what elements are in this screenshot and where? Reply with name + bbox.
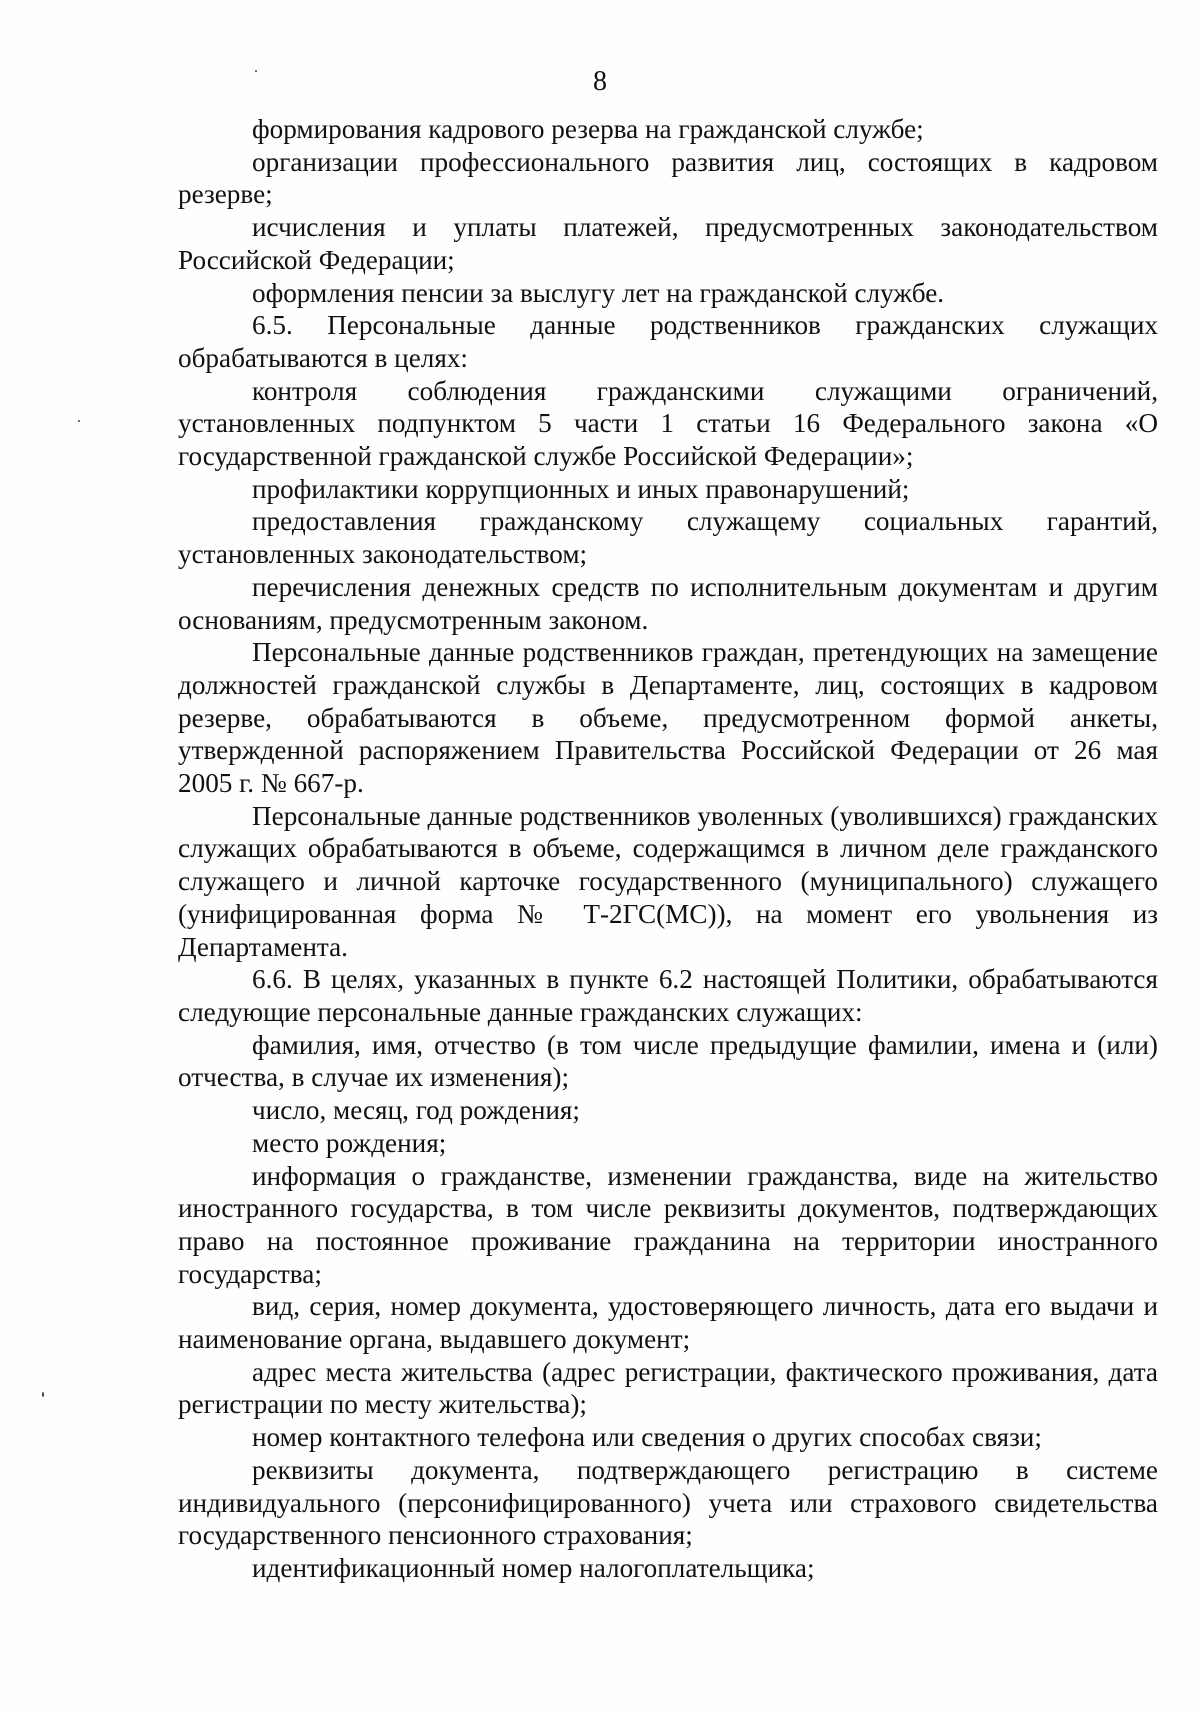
paragraph: контроля соблюдения гражданскими служащими ограничений, установленных подпунктом 5 части 1 статьи 16 Федерального закона «О государственной гражданской службе Российской Федерации»; bbox=[178, 375, 1158, 472]
paragraph: исчисления и уплаты платежей, предусмотренных законодательством Российской Федерации; bbox=[178, 212, 1158, 275]
paragraph: вид, серия, номер документа, удостоверяющего личность, дата его выдачи и наименование органа, выдавшего документ; bbox=[178, 1291, 1158, 1355]
scan-speck bbox=[42, 1392, 44, 1397]
paragraph: 6.6. В целях, указанных в пункте 6.2 настоящей Политики, обрабатываются следующие персональные данные гражданских служащих: bbox=[178, 964, 1158, 1027]
scan-speck bbox=[78, 420, 80, 422]
paragraph: реквизиты документа, подтверждающего регистрацию в системе индивидуального (персонифицированного) учета или страхового свидетельства государственного пенсионного страхования; bbox=[178, 1454, 1158, 1551]
paragraph: номер контактного телефона или сведения о других способах связи; bbox=[252, 1422, 1042, 1453]
paragraph: предоставления гражданскому служащему социальных гарантий, установленных законодательством; bbox=[178, 506, 1158, 570]
paragraph: оформления пенсии за выслугу лет на гражданской службе. bbox=[252, 277, 945, 308]
paragraph: место рождения; bbox=[252, 1127, 447, 1158]
scan-speck bbox=[255, 70, 257, 72]
paragraph: фамилия, имя, отчество (в том числе предыдущие фамилии, имена и (или) отчества, в случае их изменения); bbox=[178, 1029, 1158, 1093]
paragraph: формирования кадрового резерва на гражданской службе; bbox=[252, 114, 924, 144]
paragraph: Персональные данные родственников уволенных (уволившихся) гражданских служащих обрабатываются в объеме, содержащимся в личном деле гражданского служащего и личной карточке государственного (муниципального) служащего (унифицированная форма № Т-2ГС(МС)), на момент его увольнения из Департамента. bbox=[178, 800, 1158, 962]
paragraph: информация о гражданстве, изменении гражданства, виде на жительство иностранного государства, в том числе реквизиты документов, подтверждающих право на постоянное проживание гражданина на территории иностранного государства; bbox=[178, 1160, 1158, 1289]
document-body bbox=[178, 113, 1158, 1585]
paragraph: профилактики коррупционных и иных правонарушений; bbox=[252, 473, 910, 504]
page-number: 8 bbox=[593, 66, 607, 97]
paragraph: идентификационный номер налогоплательщика; bbox=[252, 1552, 815, 1583]
paragraph: перечисления денежных средств по исполнительным документам и другим основаниям, предусмотренным законом. bbox=[178, 571, 1158, 635]
paragraph: адрес места жительства (адрес регистрации, фактического проживания, дата регистрации по месту жительства); bbox=[178, 1356, 1158, 1420]
paragraph: 6.5. Персональные данные родственников гражданских служащих обрабатываются в целях: bbox=[178, 310, 1158, 373]
paragraph: организации профессионального развития лиц, состоящих в кадровом резерве; bbox=[178, 146, 1158, 210]
paragraph: Персональные данные родственников граждан, претендующих на замещение должностей гражданской службы в Департаменте, лиц, состоящих в кадровом резерве, обрабатываются в объеме, предусмотренном формой анкеты, утвержденной распоряжением Правительства Российской Федерации от 26 мая 2005 г. № 667-р. bbox=[178, 637, 1158, 799]
paragraph: число, месяц, год рождения; bbox=[252, 1095, 580, 1126]
